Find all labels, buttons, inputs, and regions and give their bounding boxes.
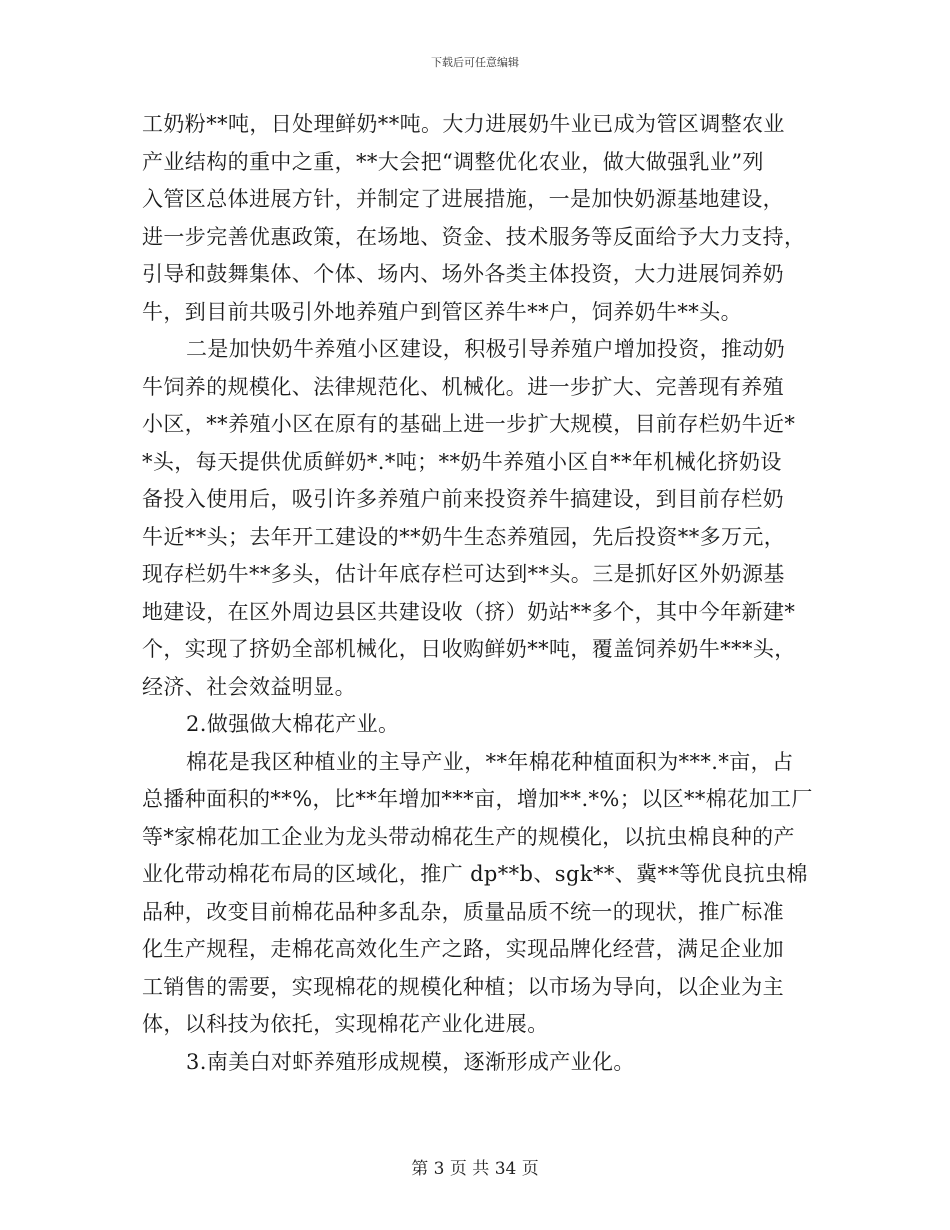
body-line: 入管区总体进展方针，并制定了进展措施，一是加快奶源基地建设， [142, 187, 784, 211]
body-line: *头，每天提供优质鲜奶*.*吨；**奶牛养殖小区自**年机械化挤奶设 [142, 449, 782, 474]
body-line: 引导和鼓舞集体、个体、场内、场外各类主体投资，大力进展饲养奶 [142, 262, 784, 286]
body-line: 备投入使用后，吸引许多养殖户前来投资养牛搞建设，到目前存栏奶 [142, 487, 784, 511]
body-line: 体，以科技为依托，实现棉花产业化进展。 [142, 1012, 549, 1036]
body-line: 现存栏奶牛**多头，估计年底存栏可达到**头。三是抓好区外奶源基 [142, 562, 785, 586]
body-line: 牛近**头；去年开工建设的**奶牛生态养殖园，先后投资**多万元， [142, 524, 786, 549]
page-header-note: 下载后可任意编辑 [431, 56, 519, 69]
body-line: 产业结构的重中之重，**大会把“调整优化农业，做大做强乳业”列 [142, 149, 764, 174]
page-number-footer: 第 3 页 共 34 页 [411, 1159, 539, 1179]
section-heading: 3.南美白对虾养殖形成规模，逐渐形成产业化。 [186, 1049, 635, 1074]
body-line: 等*家棉花加工企业为龙头带动棉花生产的规模化，以抗虫棉良种的产 [142, 824, 795, 849]
body-line: 个，实现了挤奶全部机械化，日收购鲜奶**吨，覆盖饲养奶牛***头， [142, 637, 796, 661]
section-heading: 2.做强做大棉花产业。 [186, 712, 400, 736]
body-line: 进一步完善优惠政策，在场地、资金、技术服务等反面给予大力支持， [142, 224, 806, 249]
body-line: 二是加快奶牛养殖小区建设，积极引导养殖户增加投资，推动奶 [186, 337, 786, 361]
body-line: 经济、社会效益明显。 [142, 674, 356, 699]
body-line: 总播种面积的**%，比**年增加***亩，增加**.*%；以区**棉花加工厂 [142, 787, 813, 811]
body-line: 棉花是我区种植业的主导产业，**年棉花种植面积为***.*亩，占 [186, 749, 794, 774]
body-line: 业化带动棉花布局的区域化，推广 dp**b、sgk**、冀**等优良抗虫棉 [142, 862, 808, 886]
body-line: 牛饲养的规模化、法律规范化、机械化。进一步扩大、完善现有养殖 [142, 374, 784, 399]
body-line: 地建设，在区外周边县区共建设收（挤）奶站**多个，其中今年新建* [142, 599, 796, 624]
body-line: 工奶粉**吨，日处理鲜奶**吨。大力进展奶牛业已成为管区调整农业 [142, 112, 785, 136]
document-body [142, 106, 813, 1081]
body-line: 品种，改变目前棉花品种多乱杂，质量品质不统一的现状，推广标准 [142, 899, 784, 924]
body-line: 化生产规程，走棉花高效化生产之路，实现品牌化经营，满足企业加 [142, 937, 784, 961]
body-line: 工销售的需要，实现棉花的规模化种植；以市场为导向，以企业为主 [142, 974, 784, 999]
body-line: 牛，到目前共吸引外地养殖户到管区养牛**户，饲养奶牛**头。 [142, 299, 742, 324]
body-line: 小区，**养殖小区在原有的基础上进一步扩大规模，目前存栏奶牛近* [142, 412, 796, 436]
